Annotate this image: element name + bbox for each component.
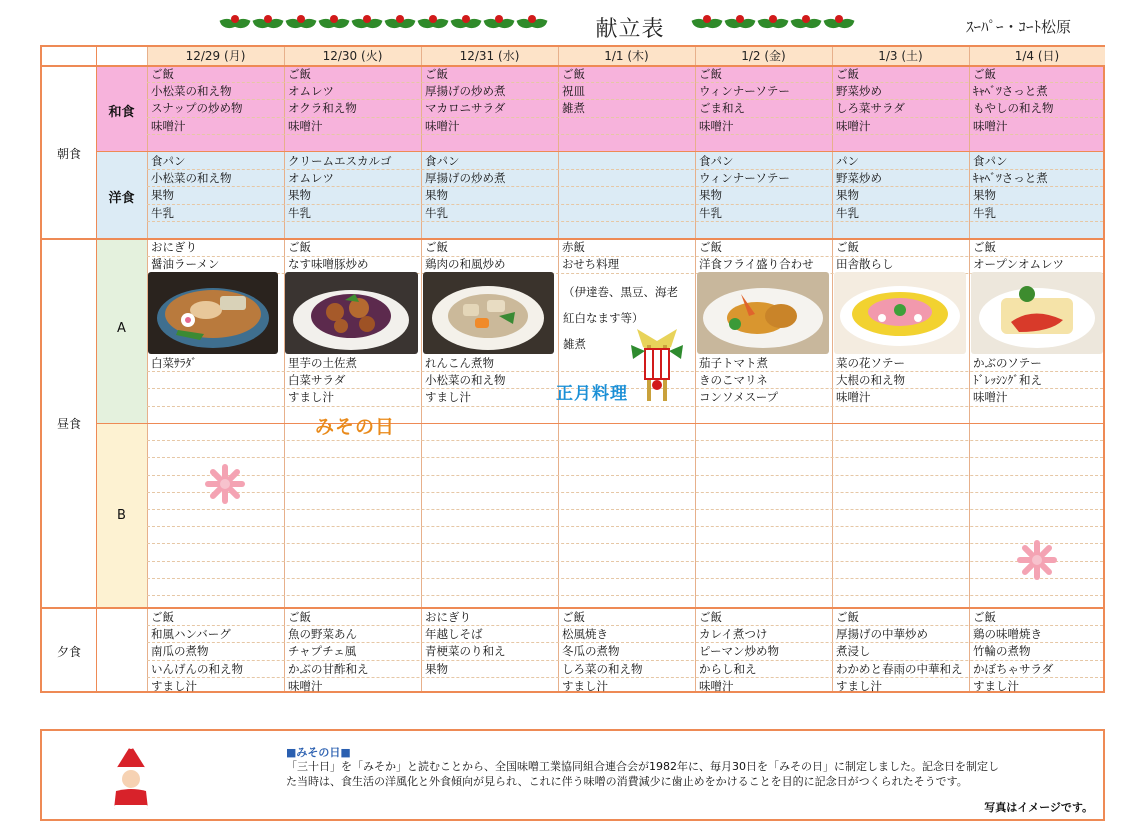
ramen-photo xyxy=(148,272,278,354)
menu-item xyxy=(562,205,695,222)
menu-item: ご飯 xyxy=(425,67,448,81)
menu-item xyxy=(562,187,695,204)
menu-item: 鶏肉の和風炒め xyxy=(425,257,506,272)
day-header: 1/3 (土) xyxy=(832,47,969,65)
lunch-a-side-cell xyxy=(969,355,1105,407)
menu-item: 味噌汁 xyxy=(973,118,1008,133)
menu-item: 味噌汁 xyxy=(288,678,323,693)
menu-item: 竹輪の煮物 xyxy=(973,644,1031,659)
menu-item: 牛乳 xyxy=(151,205,174,220)
dinner-cell xyxy=(284,609,421,695)
menu-item: パン xyxy=(836,154,859,168)
breakfast-western-cell xyxy=(695,153,832,222)
row-separator xyxy=(96,423,1103,424)
row-guide-line xyxy=(147,457,1103,458)
menu-item: 和風ハンバーグ xyxy=(151,627,231,642)
menu-item xyxy=(425,678,558,695)
column-divider xyxy=(96,47,97,691)
menu-item: 年越しそば xyxy=(425,627,483,642)
menu-item: ご飯 xyxy=(151,67,174,81)
menu-item: ウィンナーソテー xyxy=(699,84,790,99)
breakfast-japanese-cell xyxy=(558,66,695,135)
menu-item xyxy=(151,372,284,389)
menu-item: わかめと春雨の中華和え xyxy=(836,661,963,676)
menu-item: 味噌汁 xyxy=(836,390,871,405)
menu-item: ご飯 xyxy=(836,240,859,254)
menu-item: ウィンナーソテー xyxy=(699,171,790,186)
menu-item: 牛乳 xyxy=(425,205,448,220)
menu-item: 果物 xyxy=(151,188,174,203)
breakfast-western-cell xyxy=(558,153,695,222)
menu-item: オープンオムレツ xyxy=(973,257,1064,272)
day-header: 12/31 (水) xyxy=(421,47,558,65)
menu-item: 煮浸し xyxy=(836,644,871,659)
dinner-cell xyxy=(147,609,284,695)
menu-item: 味噌汁 xyxy=(973,390,1008,405)
menu-item: すまし汁 xyxy=(425,390,471,405)
osechi-detail-line: 雑煮 xyxy=(563,337,586,351)
menu-item: 小松菜の和え物 xyxy=(151,171,232,186)
menu-item: 果物 xyxy=(288,188,311,203)
dinner-cell xyxy=(969,609,1105,695)
dinner-label: 夕食 xyxy=(56,645,81,659)
menu-item: 醤油ラーメン xyxy=(151,257,220,272)
menu-item: なす味噌豚炒め xyxy=(288,257,369,272)
row-guide-line xyxy=(147,492,1103,493)
lunch-a-main-cell xyxy=(969,239,1105,273)
lunch-a-main-cell xyxy=(832,239,969,273)
menu-item: すまし汁 xyxy=(151,678,197,693)
menu-item: ご飯 xyxy=(836,67,859,81)
breakfast-western-cell xyxy=(832,153,969,222)
menu-item: 洋食フライ盛り合わせ xyxy=(699,257,814,272)
menu-item xyxy=(562,118,695,135)
flower-center xyxy=(220,479,230,489)
dinner-cell xyxy=(695,609,832,695)
dinner-cell xyxy=(558,609,695,695)
menu-item: 冬瓜の煮物 xyxy=(562,644,620,659)
fry-platter-photo xyxy=(697,272,829,354)
menu-item: ご飯 xyxy=(288,240,311,254)
menu-item: 果物 xyxy=(425,188,448,203)
menu-item: ｷｬﾍﾞﾂさっと煮 xyxy=(973,84,1048,99)
menu-item: 味噌汁 xyxy=(425,118,460,133)
menu-item: カレイ煮つけ xyxy=(699,627,768,642)
menu-item: 味噌汁 xyxy=(699,678,734,693)
day-header: 1/1 (木) xyxy=(558,47,695,65)
miso-day-note xyxy=(40,729,1105,821)
menu-item: 白菜サラダ xyxy=(288,373,346,388)
menu-item: 味噌汁 xyxy=(151,118,186,133)
menu-item: 里芋の土佐煮 xyxy=(288,356,357,370)
menu-item: きのこマリネ xyxy=(699,373,768,388)
breakfast-japanese-cell xyxy=(147,66,284,135)
menu-item: 味噌汁 xyxy=(836,118,871,133)
omelette-photo xyxy=(971,272,1103,354)
menu-item: ご飯 xyxy=(699,610,722,624)
menu-item: 南瓜の煮物 xyxy=(151,644,209,659)
breakfast-label: 朝食 xyxy=(56,147,81,161)
menu-item: ごま和え xyxy=(699,101,745,116)
lunch-a-main-cell xyxy=(421,239,558,273)
menu-item: すまし汁 xyxy=(562,678,608,693)
menu-item: ﾄﾞﾚｯｼﾝｸﾞ和え xyxy=(973,373,1042,388)
lunch-a-side-cell xyxy=(832,355,969,407)
lunch-a-side-cell xyxy=(284,355,421,407)
menu-item: 食パン xyxy=(425,154,460,168)
breakfast-japanese-cell xyxy=(832,66,969,135)
lunch-a-main-cell xyxy=(558,239,695,273)
menu-item: ご飯 xyxy=(151,610,174,624)
menu-item: 牛乳 xyxy=(836,205,859,220)
lunch-a-main-cell xyxy=(695,239,832,273)
menu-item: 野菜炒め xyxy=(836,84,882,99)
osechi-detail-line: （伊達巻、黒豆、海老 xyxy=(563,285,678,299)
kadomatsu-icon xyxy=(627,315,687,407)
menu-item: 茄子トマト煮 xyxy=(699,356,768,370)
flower-icon xyxy=(202,461,248,507)
holly-decoration-right xyxy=(692,10,854,44)
day-header: 1/4 (日) xyxy=(969,47,1105,65)
breakfast-japanese-cell xyxy=(284,66,421,135)
menu-item: 味噌汁 xyxy=(288,118,323,133)
menu-item: ご飯 xyxy=(425,240,448,254)
menu-item: 味噌汁 xyxy=(699,118,734,133)
flower-icon xyxy=(1014,537,1060,583)
menu-item: すまし汁 xyxy=(973,678,1019,693)
lunch-label: 昼食 xyxy=(56,417,81,431)
menu-table xyxy=(40,45,1105,693)
chirashi-photo xyxy=(834,272,966,354)
menu-item xyxy=(562,170,695,187)
menu-item: かぶの甘酢和え xyxy=(288,661,369,676)
row-guide-line xyxy=(147,561,1103,562)
menu-item: すまし汁 xyxy=(836,678,882,693)
menu-item: 厚揚げの炒め煮 xyxy=(425,84,506,99)
menu-item: マカロニサラダ xyxy=(425,101,506,116)
menu-item: 食パン xyxy=(151,154,186,168)
menu-item: 菜の花ソテー xyxy=(836,356,905,370)
menu-item: しろ菜サラダ xyxy=(836,101,905,116)
dinner-cell xyxy=(421,609,558,695)
santa-icon xyxy=(106,743,156,813)
menu-item: おにぎり xyxy=(151,240,197,254)
menu-item: ご飯 xyxy=(562,610,585,624)
page-title: 献立表 xyxy=(595,17,665,42)
menu-item: オクラ和え物 xyxy=(288,101,357,116)
note-body: 「三十日」を「みそか」と読むことから、全国味噌工業協同組合連合会が1982年に、毎月30日を「みその日」に制定しました。記念日を制定した当時は、食生活の洋風化と外食傾向が見られ、これに伴う味噌の消費減少に歯止めをかけることを目的に記念日がつくられたそうです。 xyxy=(286,760,999,788)
row-guide-line xyxy=(147,509,1103,510)
store-name: ｽｰﾊﾟｰ・ｺｰﾄ松原 xyxy=(966,18,1072,36)
breakfast-japanese-cell xyxy=(969,66,1105,135)
new-year-sticker: 正月料理 xyxy=(556,384,628,404)
photo-disclaimer: 写真はイメージです。 xyxy=(984,801,1093,814)
breakfast-japanese-cell xyxy=(695,66,832,135)
row-separator xyxy=(96,151,1103,152)
menu-item: 鶏の味噌焼き xyxy=(973,627,1042,642)
menu-item xyxy=(562,153,695,170)
menu-item: 厚揚げの炒め煮 xyxy=(425,171,506,186)
day-header: 12/30 (火) xyxy=(284,47,421,65)
menu-item: からし和え xyxy=(699,661,757,676)
menu-item: ご飯 xyxy=(973,240,996,254)
menu-item: 牛乳 xyxy=(973,205,996,220)
menu-item: かぶのソテー xyxy=(973,356,1042,370)
menu-item: 魚の野菜あん xyxy=(288,627,357,642)
menu-item: 祝皿 xyxy=(562,84,585,99)
breakfast-western-cell xyxy=(421,153,558,222)
breakfast-western-cell xyxy=(969,153,1105,222)
menu-item: 牛乳 xyxy=(288,205,311,220)
miso-day-sticker: みその日 xyxy=(315,416,396,438)
menu-item: 厚揚げの中華炒め xyxy=(836,627,928,642)
row-guide-line xyxy=(147,595,1103,596)
menu-item: スナップの炒め物 xyxy=(151,101,243,116)
flower-center xyxy=(1032,555,1042,565)
menu-item: 果物 xyxy=(425,661,448,676)
day-header: 1/2 (金) xyxy=(695,47,832,65)
menu-item: おせち料理 xyxy=(562,257,620,272)
menu-item: 食パン xyxy=(699,154,734,168)
day-header: 12/29 (月) xyxy=(147,47,284,65)
chicken-stirfry-photo xyxy=(423,272,554,354)
dinner-cell xyxy=(832,609,969,695)
menu-item: いんげんの和え物 xyxy=(151,661,243,676)
breakfast-japanese-label: 和食 xyxy=(108,105,135,120)
menu-item: 田舎散らし xyxy=(836,257,894,272)
menu-item xyxy=(151,389,284,406)
header-corner xyxy=(42,47,147,65)
eggplant-pork-photo xyxy=(285,272,418,354)
menu-item: 食パン xyxy=(973,154,1008,168)
menu-item: 小松菜の和え物 xyxy=(425,373,506,388)
lunch-a-side-cell xyxy=(147,355,284,407)
breakfast-western-cell xyxy=(284,153,421,222)
menu-item: 野菜炒め xyxy=(836,171,882,186)
lunch-a-main-cell xyxy=(147,239,284,273)
breakfast-japanese-cell xyxy=(421,66,558,135)
lunch-a-label: A xyxy=(117,321,126,336)
menu-item: ピーマン炒め物 xyxy=(699,644,780,659)
menu-item: 大根の和え物 xyxy=(836,373,905,388)
menu-item: 赤飯 xyxy=(562,240,585,254)
breakfast-western-cell xyxy=(147,153,284,222)
menu-item: 果物 xyxy=(836,188,859,203)
menu-item: 牛乳 xyxy=(699,205,722,220)
menu-item: ご飯 xyxy=(973,67,996,81)
menu-item: もやしの和え物 xyxy=(973,101,1054,116)
row-guide-line xyxy=(147,475,1103,476)
menu-item: クリームエスカルゴ xyxy=(288,154,392,168)
menu-item: おにぎり xyxy=(425,610,471,624)
lunch-a-main-cell xyxy=(284,239,421,273)
menu-item: 青梗菜のり和え xyxy=(425,644,506,659)
lunch-b-label: B xyxy=(117,508,126,523)
menu-item: 雑煮 xyxy=(562,101,585,116)
menu-item: コンソメスープ xyxy=(699,390,779,405)
row-guide-line xyxy=(147,440,1103,441)
menu-item: ご飯 xyxy=(836,610,859,624)
osechi-detail-line: 紅白なます等） xyxy=(563,311,644,325)
breakfast-western-label: 洋食 xyxy=(108,191,135,206)
menu-item: れんこん煮物 xyxy=(425,356,494,370)
row-guide-line xyxy=(147,526,1103,527)
menu-item: 白菜ｻﾗﾀﾞ xyxy=(151,356,197,370)
row-guide-line xyxy=(147,543,1103,544)
menu-item: しろ菜の和え物 xyxy=(562,661,643,676)
menu-item: すまし汁 xyxy=(288,390,334,405)
holly-decoration-left xyxy=(220,10,547,44)
row-guide-line xyxy=(147,578,1103,579)
menu-item: ｷｬﾍﾞﾂさっと煮 xyxy=(973,171,1048,186)
menu-item: 松風焼き xyxy=(562,627,608,642)
lunch-a-side-cell xyxy=(421,355,558,407)
menu-item: ご飯 xyxy=(562,67,585,81)
menu-item: ご飯 xyxy=(973,610,996,624)
menu-item: かぼちゃサラダ xyxy=(973,661,1054,676)
menu-item: 果物 xyxy=(699,188,722,203)
menu-item: ご飯 xyxy=(699,240,722,254)
menu-item: 果物 xyxy=(973,188,996,203)
note-title: ■みその日■ xyxy=(286,746,351,759)
menu-item: 小松菜の和え物 xyxy=(151,84,232,99)
menu-item: オムレツ xyxy=(288,84,334,99)
menu-item: ご飯 xyxy=(699,67,722,81)
menu-item: ご飯 xyxy=(288,610,311,624)
menu-item: チャプチェ風 xyxy=(288,644,357,659)
menu-item: ご飯 xyxy=(288,67,311,81)
menu-item: オムレツ xyxy=(288,171,334,186)
lunch-a-side-cell xyxy=(695,355,832,407)
